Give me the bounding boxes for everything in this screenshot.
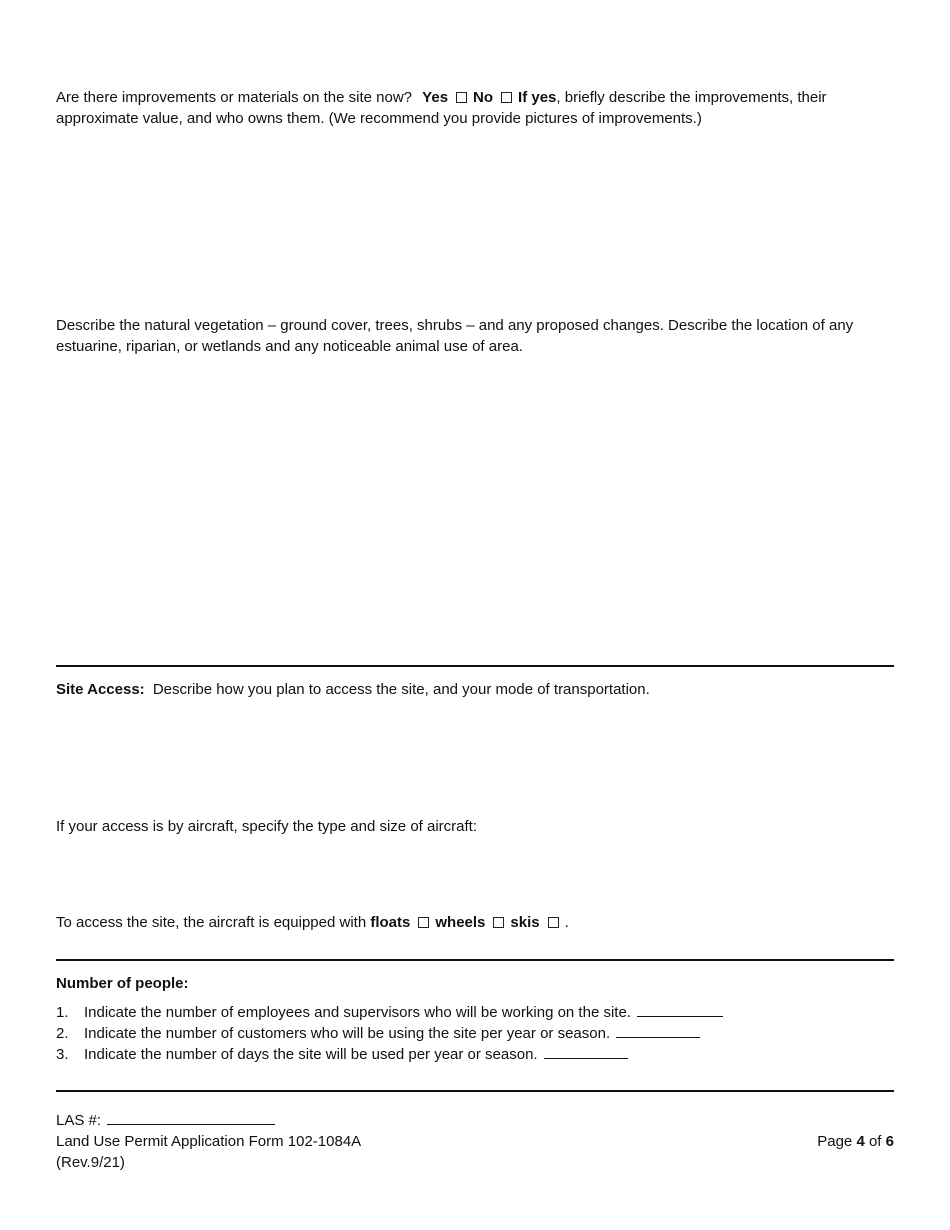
divider <box>56 959 894 961</box>
aircraft-equipment: To access the site, the aircraft is equipped with floats wheels skis . <box>56 914 569 931</box>
las-number: LAS #: <box>56 1110 275 1131</box>
site-access-question: Site Access: Describe how you plan to access the site, and your mode of transportation. <box>56 681 650 698</box>
divider <box>56 665 894 667</box>
form-name: Land Use Permit Application Form 102-1084A <box>56 1133 362 1150</box>
improvements-question: Are there improvements or materials on the site now? Yes No If yes, briefly describe the improvements, their approximate value, and who owns them. (We recommend you provide pictures of improvements.) <box>56 89 827 127</box>
no-checkbox[interactable] <box>501 92 512 103</box>
if-yes-label: If yes <box>518 89 557 106</box>
divider <box>56 1090 894 1092</box>
people-heading: Number of people: <box>56 975 189 992</box>
employees-blank[interactable] <box>637 1002 723 1017</box>
skis-checkbox[interactable] <box>548 917 559 928</box>
yes-checkbox[interactable] <box>456 92 467 103</box>
floats-label: floats <box>370 914 411 931</box>
yes-label: Yes <box>422 89 449 106</box>
site-access-heading: Site Access: <box>56 681 145 698</box>
wheels-label: wheels <box>435 914 486 931</box>
las-blank[interactable] <box>107 1110 275 1125</box>
list-item: 2. Indicate the number of customers who will be using the site per year or season. <box>56 1023 700 1044</box>
floats-checkbox[interactable] <box>418 917 429 928</box>
aircraft-question: If your access is by aircraft, specify the type and size of aircraft: <box>56 818 478 835</box>
vegetation-question: Describe the natural vegetation – ground cover, trees, shrubs – and any proposed changes. Describe the location of any estuarine, riparian, or wetlands and any noticeable animal use of area. <box>56 317 854 355</box>
page-number: Page 4 of 6 <box>817 1133 894 1150</box>
list-item: 3. Indicate the number of days the site will be used per year or season. <box>56 1044 628 1065</box>
list-item: 1. Indicate the number of employees and supervisors who will be working on the site. <box>56 1002 723 1023</box>
wheels-checkbox[interactable] <box>493 917 504 928</box>
no-label: No <box>473 89 494 106</box>
revision: (Rev.9/21) <box>56 1154 125 1171</box>
customers-blank[interactable] <box>616 1023 700 1038</box>
skis-label: skis <box>510 914 540 931</box>
days-blank[interactable] <box>544 1044 628 1059</box>
